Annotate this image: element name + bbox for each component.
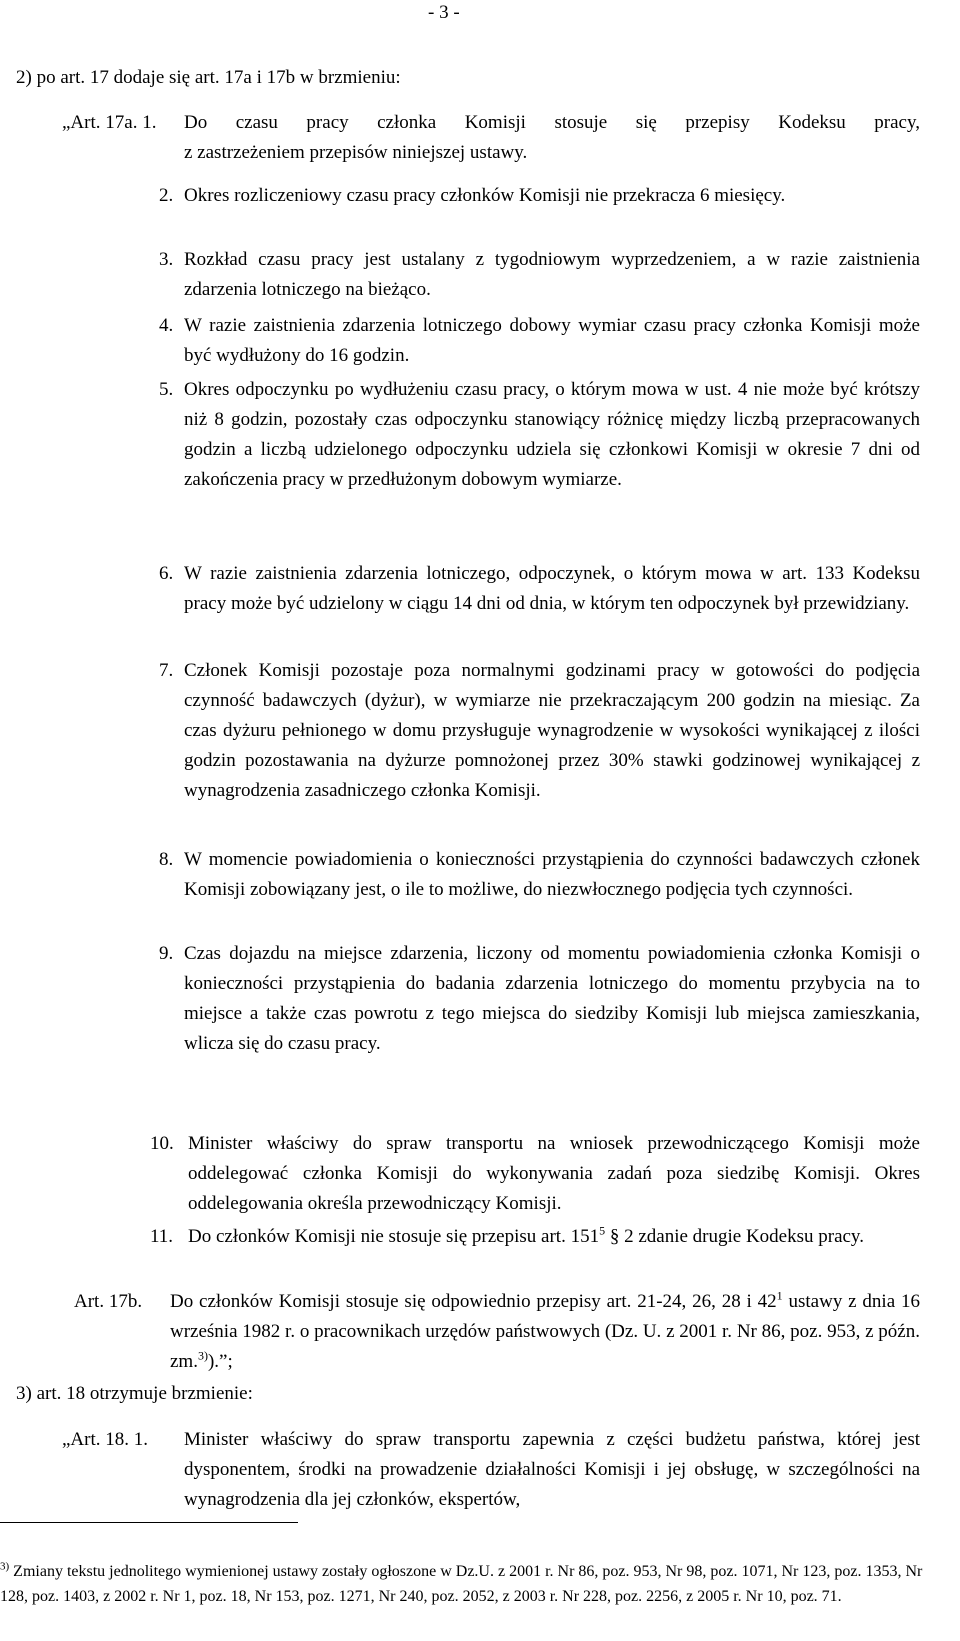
footnote-text: Zmiany tekstu jednolitego wymienionej ustawy zostały ogłoszone w Dz.U. z 2001 r. Nr 86, poz. 953, Nr 98, poz. 1071, Nr 123, poz. 1353, Nr 128, poz. 1403, z 2002 r. Nr 1, poz. 18, Nr 153, poz. 1271, Nr 240, poz. 2052, z 2003 r. Nr 228, poz. 2256, z 2005 r. Nr 10, poz. 71. (0, 1563, 923, 1605)
art17a-item-8-text: W momencie powiadomienia o konieczności przystąpienia do czynności badawczych członek Komisji zobowiązany jest, o ile to możliwe, do niezwłocznego podjęcia tych czynności. (184, 849, 920, 900)
art17a-item-11-part2: § 2 zdanie drugie Kodeksu pracy. (605, 1226, 864, 1247)
art17a-item-4-text: W razie zaistnienia zdarzenia lotniczego dobowy wymiar czasu pracy członka Komisji może być wydłużony do 16 godzin. (184, 315, 920, 366)
art17a-item-6-number: 6. (159, 563, 174, 584)
art17b-label: Art. 17b. (74, 1291, 143, 1312)
art17b-part3: ).”; (207, 1351, 233, 1372)
art17b-part1: Do członków Komisji stosuje się odpowiednio przepisy art. 21-24, 26, 28 i 42 (170, 1291, 777, 1312)
art18-intro: „Art. 18. 1. (62, 1429, 149, 1450)
art17a-item-2-number: 2. (159, 185, 174, 206)
art17b-superscript-1: 1 (776, 1288, 783, 1303)
art17a-item-11-text (188, 1222, 920, 1252)
art17a-item-10-number: 10. (150, 1133, 174, 1154)
art17a-para1 (184, 108, 920, 168)
art17b-part2: ustawy z dnia 16 września 1982 r. o pracownikach urzędów państwowych (Dz. U. z 2001 r. Nr 86, poz. 953, z późn. zm. (170, 1291, 920, 1372)
art17a-para1-line2: z zastrzeżeniem przepisów niniejszej ustawy. (184, 142, 528, 163)
art17a-item-5-number: 5. (159, 379, 174, 400)
footnote-separator (0, 1522, 298, 1523)
art17a-item-10-text: Minister właściwy do spraw transportu na wniosek przewodniczącego Komisji może oddelegować członka Komisji do wykonywania zadań poza siedzibę Komisji. Okres oddelegowania określa przewodniczący Komisji. (188, 1133, 920, 1214)
art17b-text (170, 1287, 920, 1377)
art17a-item-4-number: 4. (159, 315, 174, 336)
art17a-item-9-number: 9. (159, 943, 174, 964)
footnote (0, 1559, 950, 1609)
art17a-item-2-text: Okres rozliczeniowy czasu pracy członków Komisji nie przekracza 6 miesięcy. (184, 185, 786, 206)
art17a-item-5-text: Okres odpoczynku po wydłużeniu czasu pracy, o którym mowa w ust. 4 nie może być krótszy niż 8 godzin, pozostały czas odpoczynku stanowiący różnicę między liczbą przepracowanych godzin a liczbą udzielonego odpoczynku udziela się członkowi Komisji w okresie 7 dni od zakończenia pracy w przedłużonym dobowym wymiarze. (184, 379, 920, 490)
art17a-item-9-text: Czas dojazdu na miejsce zdarzenia, liczony od momentu powiadomienia członka Komisji o konieczności przystąpienia do badania zdarzenia lotniczego do momentu przybycia na to miejsce a także czas powrotu z tego miejsca do siedziby Komisji lub miejsca zamieszkania, wlicza się do czasu pracy. (184, 943, 920, 1054)
art17a-item-6-text: W razie zaistnienia zdarzenia lotniczego, odpoczynek, o którym mowa w art. 133 Kodeksu pracy może być udzielony w ciągu 14 dni od dnia, w którym ten odpoczynek był przewidziany. (184, 563, 920, 614)
art17a-item-7-number: 7. (159, 660, 174, 681)
amendment-2-label: 2) po art. 17 dodaje się art. 17a i 17b w brzmieniu: (16, 67, 401, 88)
art17a-item-11-number: 11. (150, 1226, 174, 1247)
art18-text: Minister właściwy do spraw transportu zapewnia z części budżetu państwa, której jest dysponentem, środki na prowadzenie działalności Komisji i jej obsługę, w szczególności na wynagrodzenia dla jej członków, ekspertów, (184, 1429, 920, 1510)
art17a-item-11-superscript: 5 (599, 1223, 606, 1238)
art17a-para1-line1: Do czasu pracy członka Komisji stosuje się przepisy Kodeksu pracy, (184, 112, 920, 133)
art17a-item-3-text: Rozkład czasu pracy jest ustalany z tygodniowym wyprzedzeniem, a w razie zaistnienia zdarzenia lotniczego na bieżąco. (184, 249, 920, 300)
art17a-item-11-part1: Do członków Komisji nie stosuje się przepisu art. 151 (188, 1226, 600, 1247)
art17a-intro: „Art. 17a. 1. (62, 112, 157, 133)
art17a-item-8-number: 8. (159, 849, 174, 870)
footnote-marker: 3) (0, 1560, 10, 1573)
amendment-3-label: 3) art. 18 otrzymuje brzmienie: (16, 1383, 253, 1404)
art17a-item-3-number: 3. (159, 249, 174, 270)
page-number: - 3 - (428, 2, 460, 23)
art17b-footnote-ref: 3) (197, 1348, 208, 1363)
art17a-item-7-text: Członek Komisji pozostaje poza normalnymi godzinami pracy w gotowości do podjęcia czynność badawczych (dyżur), w wymiarze nie przekraczającym 200 godzin na miesiąc. Za czas dyżuru pełnionego w domu przysługuje wynagrodzenie w wysokości wynikającej z ilości godzin pozostawania na dyżurze pomnożonej przez 30% stawki godzinowej wynikającej z wynagrodzenia zasadniczego członka Komisji. (184, 660, 920, 801)
